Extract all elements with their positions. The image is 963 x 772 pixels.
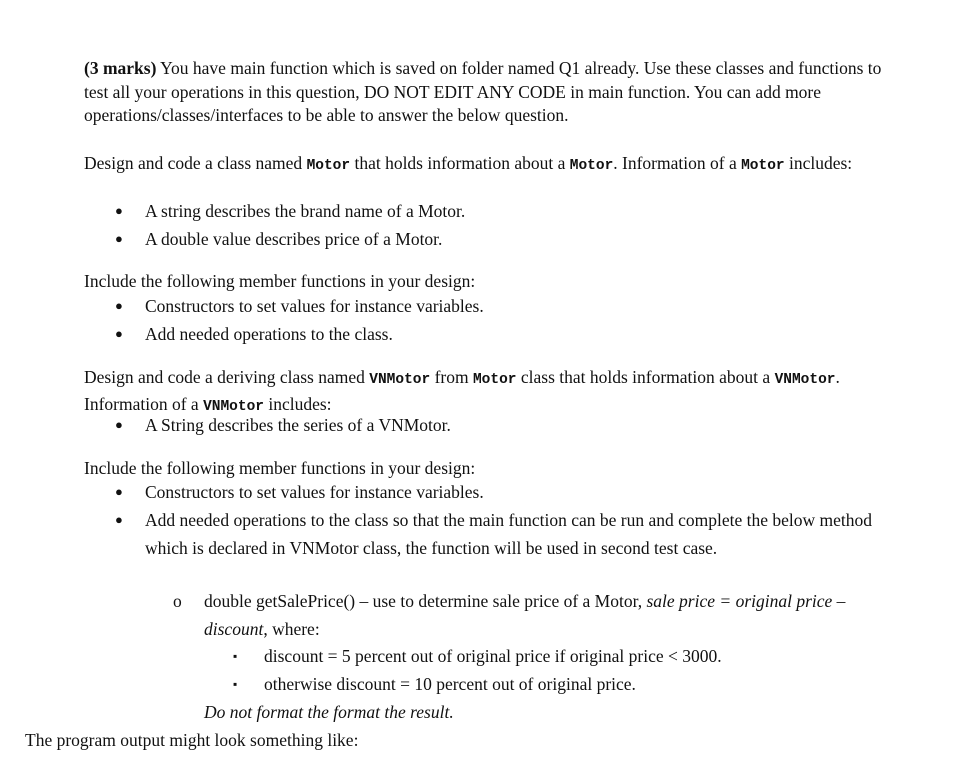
list-item: ▪ discount = 5 percent out of original price if original price < 3000. [233, 643, 873, 671]
vnmotor-text-1: Design and code a deriving class named [84, 367, 370, 387]
discount-rules-list [233, 643, 873, 698]
sub-bullet-marker: o [173, 591, 182, 611]
method-where: , where: [263, 618, 320, 639]
vnmotor-functions-list [115, 478, 885, 562]
output-intro: The program output might look something like: [25, 730, 359, 750]
motor-functions-heading: Include the following member functions in your design: [84, 271, 476, 291]
list-item: ● Constructors to set values for instance variables. [115, 292, 885, 320]
method-description [173, 588, 893, 643]
motor-text-1: Design and code a class named [84, 153, 307, 173]
list-item: ● A string describes the brand name of a Motor. [115, 197, 885, 225]
vnmotor-text-4: . Information of a [84, 367, 840, 414]
method-body [204, 588, 893, 643]
list-item: ● A double value describes price of a Motor. [115, 225, 885, 253]
list-item: ● Add needed operations to the class. [115, 320, 885, 348]
list-item: ● Add needed operations to the class so that the main function can be run and complete the below method which is declared in VNMotor class, the function will be used in second test case. [115, 506, 885, 562]
intro-text: You have main function which is saved on folder named Q1 already. Use these classes and functions to test all your operations in this question, DO NOT EDIT ANY CODE in main function. You can add more operations/classes/interfaces to be able to answer the below question. [84, 58, 882, 125]
vnmotor-text-3: class that holds information about a [516, 367, 775, 387]
motor-attributes-list [115, 197, 885, 253]
vnmotor-text-2: from [430, 367, 473, 387]
vnmotor-class-name: VNMotor [369, 372, 431, 388]
list-item: ● Constructors to set values for instance variables. [115, 478, 885, 506]
motor-text-4: includes: [784, 153, 853, 173]
motor-functions-list [115, 292, 885, 348]
motor-class-name: Motor [472, 372, 517, 388]
marks-label: (3 marks) [84, 58, 157, 78]
vnmotor-text-5: includes: [263, 393, 332, 414]
list-item: ● A String describes the series of a VNMotor. [115, 411, 885, 439]
intro-paragraph [84, 57, 904, 128]
method-signature: double getSalePrice() – use to determine sale price of a Motor, [204, 591, 647, 611]
vnmotor-attributes-list [115, 411, 885, 439]
format-note: Do not format the format the result. [204, 702, 454, 722]
motor-paragraph [84, 152, 914, 179]
vnmotor-functions-heading: Include the following member functions in your design: [84, 458, 476, 478]
motor-class-name: Motor [306, 158, 351, 174]
motor-text-2: that holds information about a [350, 153, 570, 173]
vnmotor-class-name: VNMotor [203, 398, 264, 415]
motor-class-name: Motor [741, 158, 785, 174]
list-item: ▪ otherwise discount = 10 percent out of original price. [233, 671, 873, 699]
motor-text-3: . Information of a [613, 153, 742, 173]
motor-class-name: Motor [569, 158, 614, 174]
vnmotor-class-name: VNMotor [774, 372, 836, 388]
sale-price-formula: sale price = original price – discount [204, 591, 846, 639]
